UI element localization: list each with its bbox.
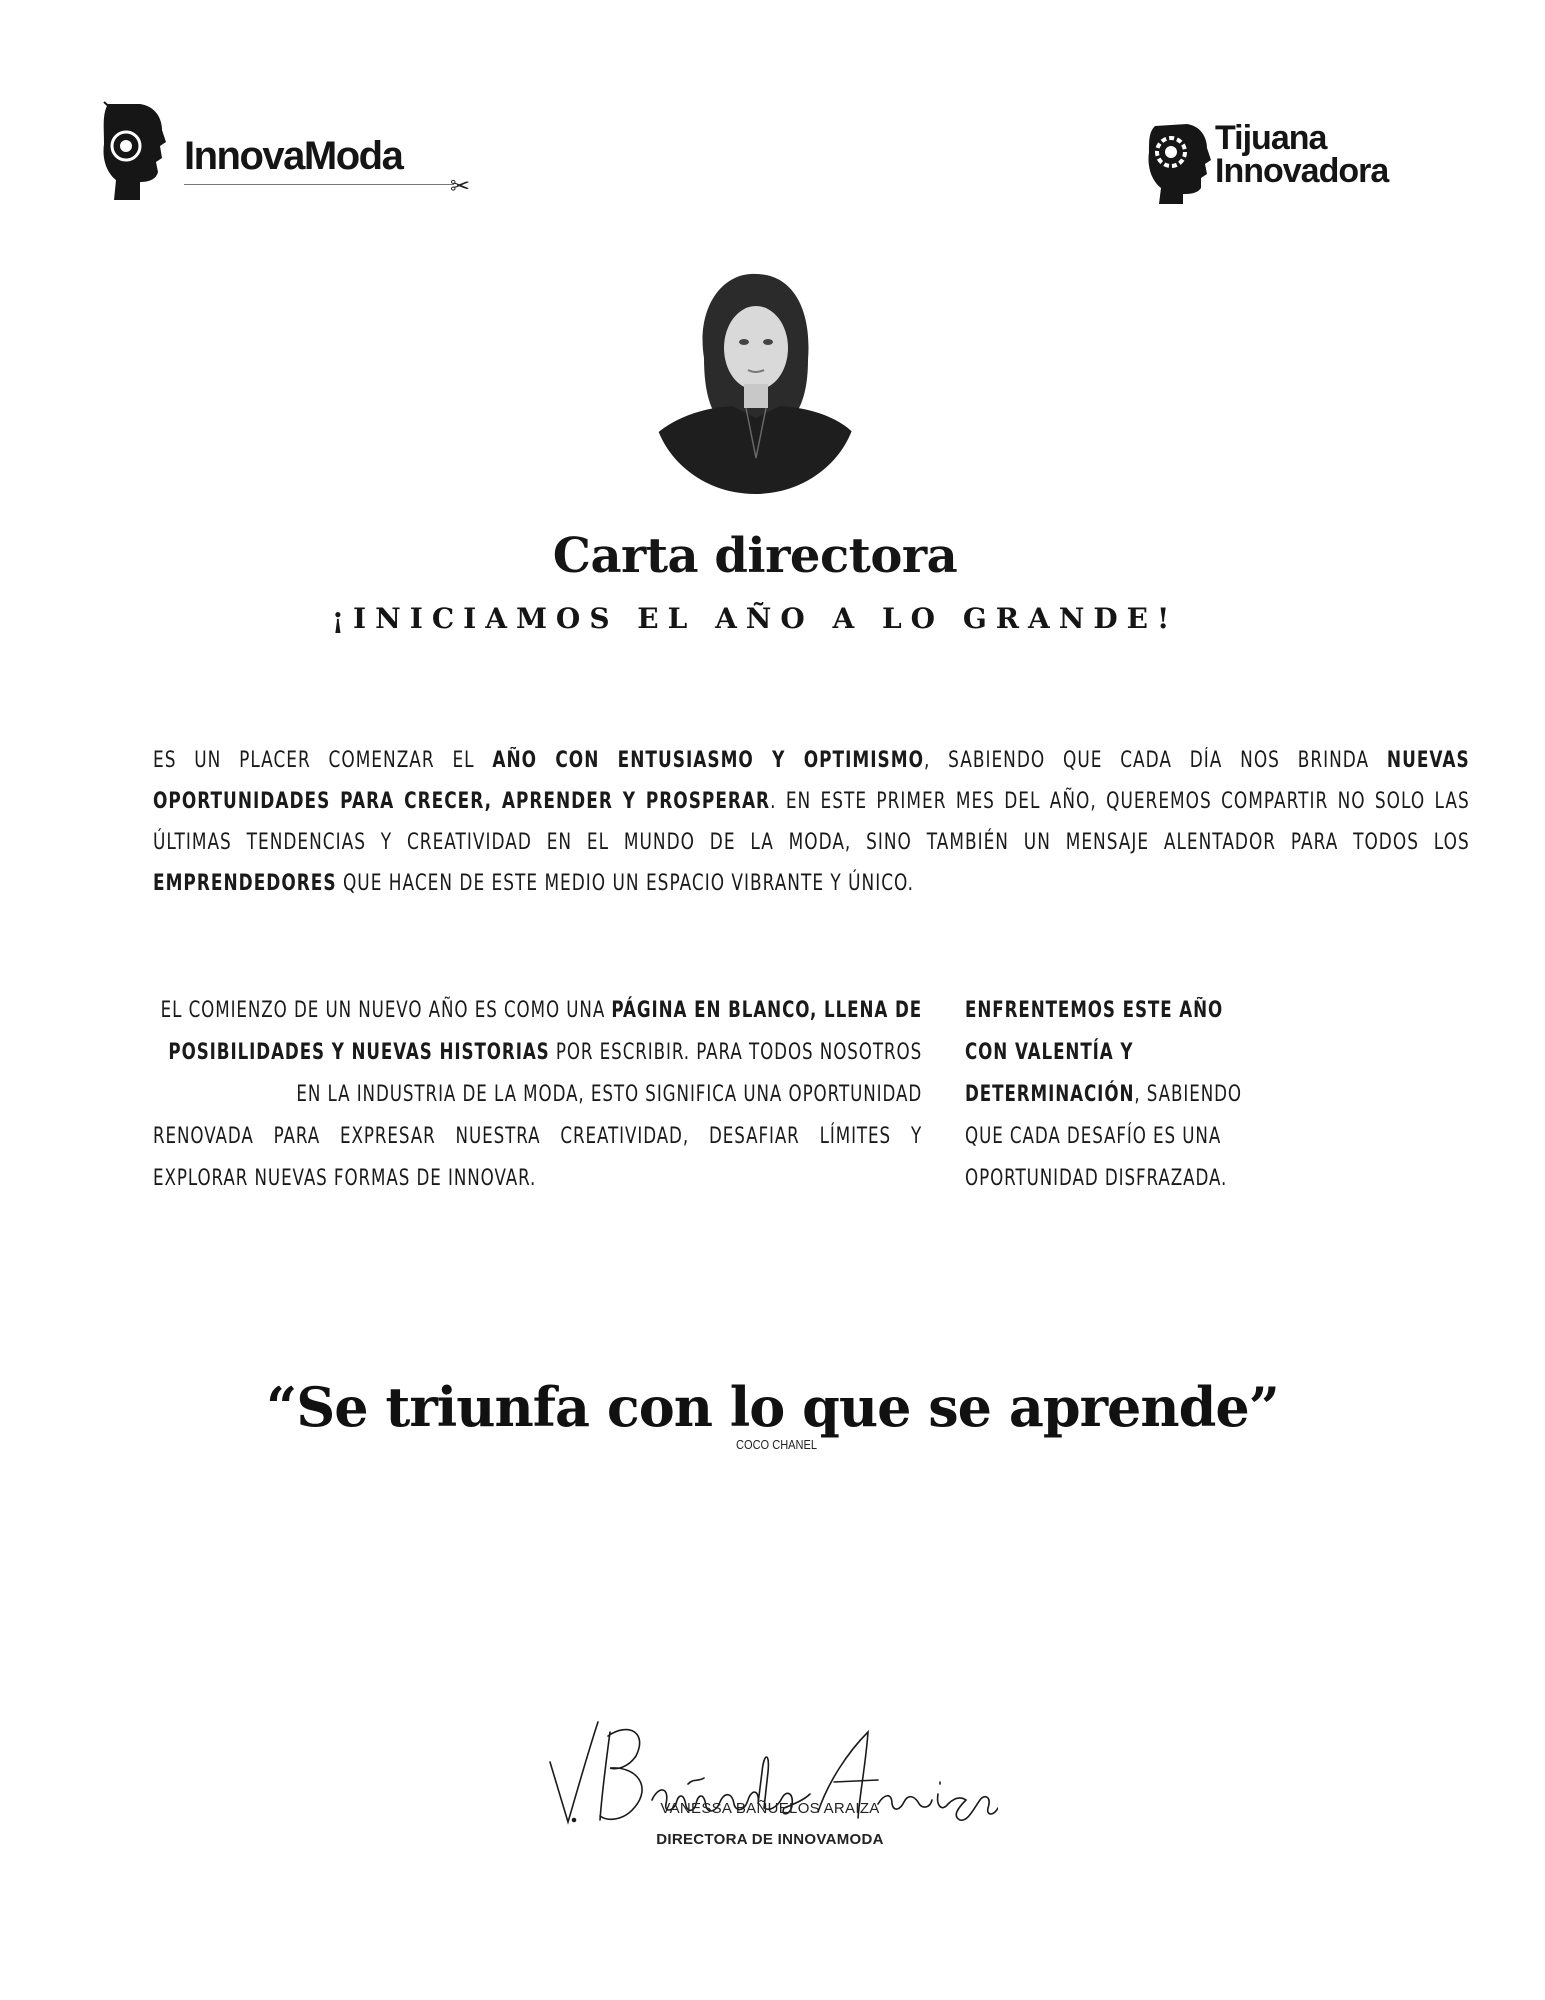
signer-name: VANESSA BAÑUELOS ARAIZA bbox=[660, 1800, 880, 1817]
director-portrait bbox=[652, 268, 858, 494]
intro-bold: NUEVAS OPORTUNIDADES PARA CRECER, APRENDER Y PROSPERAR bbox=[153, 748, 1470, 814]
right-column-paragraph bbox=[965, 990, 1269, 1200]
featured-quote: “Se triunfa con lo que se aprende” bbox=[266, 1375, 1279, 1439]
left-column-tail: RENOVADA PARA EXPRESAR NUESTRA CREATIVIDAD, DESAFIAR LÍMITES Y EXPLORAR NUEVAS FORMAS DE INNOVAR. bbox=[153, 1124, 923, 1191]
needle-icon: ✂ bbox=[450, 173, 471, 200]
intro-bold: AÑO CON ENTUSIASMO Y OPTIMISMO bbox=[492, 748, 924, 773]
page-title: Carta directora bbox=[552, 528, 958, 584]
intro-text: , SABIENDO QUE CADA DÍA NOS BRINDA bbox=[923, 748, 1387, 773]
tijuana-innovadora-logo bbox=[1145, 112, 1445, 212]
page-subtitle: ¡INICIAMOS EL AÑO A LO GRANDE! bbox=[331, 602, 1179, 635]
head-silhouette-icon bbox=[100, 100, 182, 202]
gear-head-icon bbox=[1145, 116, 1217, 204]
intro-text: QUE HACEN DE ESTE MEDIO UN ESPACIO VIBRANTE Y ÚNICO. bbox=[336, 871, 915, 896]
left-column-paragraph bbox=[153, 990, 922, 1200]
signer-role: DIRECTORA DE INNOVAMODA bbox=[656, 1831, 884, 1848]
left-column-text: EL COMIENZO DE UN NUEVO AÑO ES COMO UNA bbox=[160, 998, 612, 1023]
quote-author: COCO CHANEL bbox=[736, 1437, 818, 1452]
right-column-bold: ENFRENTEMOS ESTE AÑO CON VALENTÍA Y DETERMINACIÓN bbox=[965, 998, 1224, 1107]
innovamoda-logo bbox=[100, 100, 480, 210]
tijuana-innovadora-wordmark bbox=[1215, 119, 1389, 190]
left-column-top bbox=[153, 990, 922, 1116]
logo-underline bbox=[184, 184, 454, 185]
wordmark-line-2: Innovadora bbox=[1215, 152, 1389, 190]
innovamoda-wordmark: InnovaModa bbox=[184, 134, 403, 178]
intro-paragraph bbox=[153, 740, 1470, 904]
intro-text: ES UN PLACER COMENZAR EL bbox=[153, 748, 493, 773]
wordmark-line-1: Tijuana bbox=[1215, 119, 1327, 157]
left-column-bold: PÁGINA EN BLANCO, LLENA DE POSIBILIDADES Y NUEVAS HISTORIAS bbox=[168, 998, 923, 1065]
intro-text: . EN ESTE PRIMER MES DEL AÑO, QUEREMOS COMPARTIR NO SOLO LAS ÚLTIMAS TENDENCIAS Y CREATIVIDAD EN EL MUNDO DE LA MODA, SINO TAMBIÉN UN MENSAJE ALENTADOR PARA TODOS LOS bbox=[153, 789, 1470, 855]
left-column-text: POR ESCRIBIR. PARA TODOS NOSOTROS EN LA INDUSTRIA DE LA MODA, ESTO SIGNIFICA UNA OPORTUNIDAD bbox=[296, 1040, 923, 1107]
intro-bold: EMPRENDEDORES bbox=[153, 871, 337, 896]
right-column-text: , SABIENDO QUE CADA DESAFÍO ES UNA OPORTUNIDAD DISFRAZADA. bbox=[965, 1082, 1242, 1191]
